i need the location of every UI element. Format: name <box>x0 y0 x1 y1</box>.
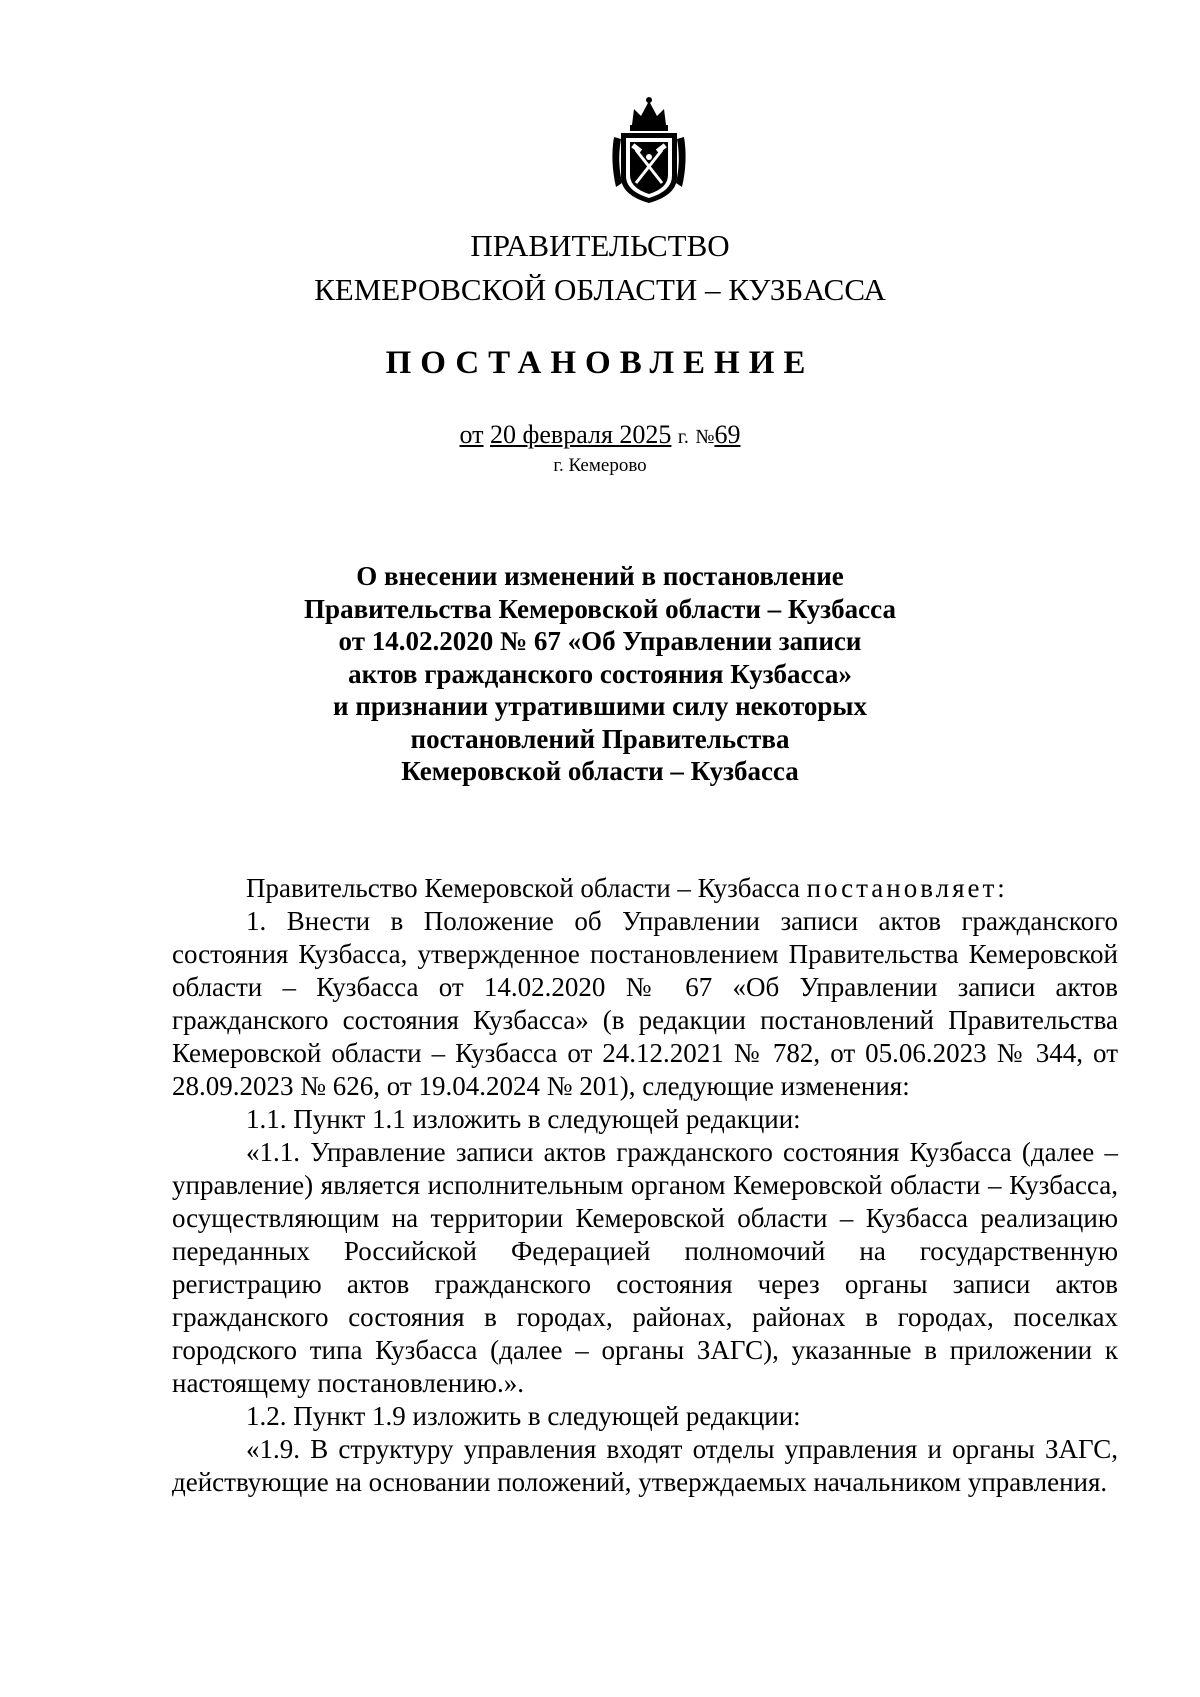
body-paragraph: «1.1. Управление записи актов гражданского состояния Кузбасса (далее – управление) является исполнительным органом Кемеровской области – Кузбасса, осуществляющим на территории Кемеровской области – Кузбасса реализацию переданных Российской Федерацией полномочий на государственную регистрацию актов гражданского состояния через органы записи актов гражданского состояния в городах, районах, районах в городах, поселках городского типа Кузбасса (далее – органы ЗАГС), указанные в приложении к настоящему постановлению.». <box>172 1137 1118 1398</box>
intro-decree-word: постановляет: <box>806 873 1008 903</box>
title-line: Кемеровской области – Кузбасса <box>401 756 799 786</box>
title-line: актов гражданского состояния Кузбасса» <box>348 658 852 689</box>
kemerovo-coat-of-arms-icon <box>610 95 688 207</box>
government-name-line1: ПРАВИТЕЛЬСТВО <box>470 228 730 263</box>
document-number: 69 <box>714 420 741 449</box>
document-date: 20 февраля 2025 <box>490 420 672 449</box>
body-paragraph: «1.9. В структуру управления входят отделы управления и органы ЗАГС, действующие на основании положений, утверждаемых начальником управления. <box>172 1434 1118 1497</box>
document-date-number <box>0 419 1200 453</box>
date-prefix: от <box>459 420 484 449</box>
title-line: постановлений Правительства <box>410 723 790 754</box>
title-line: Правительства Кемеровской области – Кузбасса <box>304 593 896 624</box>
document-title <box>0 560 1200 788</box>
title-line: и признании утратившими силу некоторых <box>333 691 867 721</box>
intro-text: Правительство Кемеровской области – Кузбасса <box>246 873 800 903</box>
body-paragraph: 1.1. Пункт 1.1 изложить в следующей редакции: <box>246 1104 801 1134</box>
title-line: О внесении изменений в постановление <box>356 561 844 591</box>
city-of-issue: г. Кемерово <box>553 455 647 476</box>
body-paragraph: 1.2. Пункт 1.9 изложить в следующей редакции: <box>246 1401 801 1431</box>
title-line: от 14.02.2020 № 67 «Об Управлении записи <box>338 626 862 656</box>
document-body <box>172 872 1118 1499</box>
document-type-title: ПОСТАНОВЛЕНИЕ <box>385 345 815 381</box>
body-paragraph: 1. Внести в Положение об Управлении записи актов гражданского состояния Кузбасса, утвержденное постановлением Правительства Кемеровской области – Кузбасса от 14.02.2020 № 67 «Об Управлении записи актов гражданского состояния Кузбасса» (в редакции постановлений Правительства Кемеровской области – Кузбасса от 24.12.2021 № 782, от 05.06.2023 № 344, от 28.09.2023 № 626, от 19.04.2024 № 201), следующие изменения: <box>172 906 1118 1101</box>
intro-paragraph <box>172 872 1118 905</box>
number-sign: № <box>695 426 715 448</box>
government-name-line2: КЕМЕРОВСКОЙ ОБЛАСТИ – КУЗБАССА <box>314 272 886 307</box>
year-suffix: г. <box>677 426 689 448</box>
